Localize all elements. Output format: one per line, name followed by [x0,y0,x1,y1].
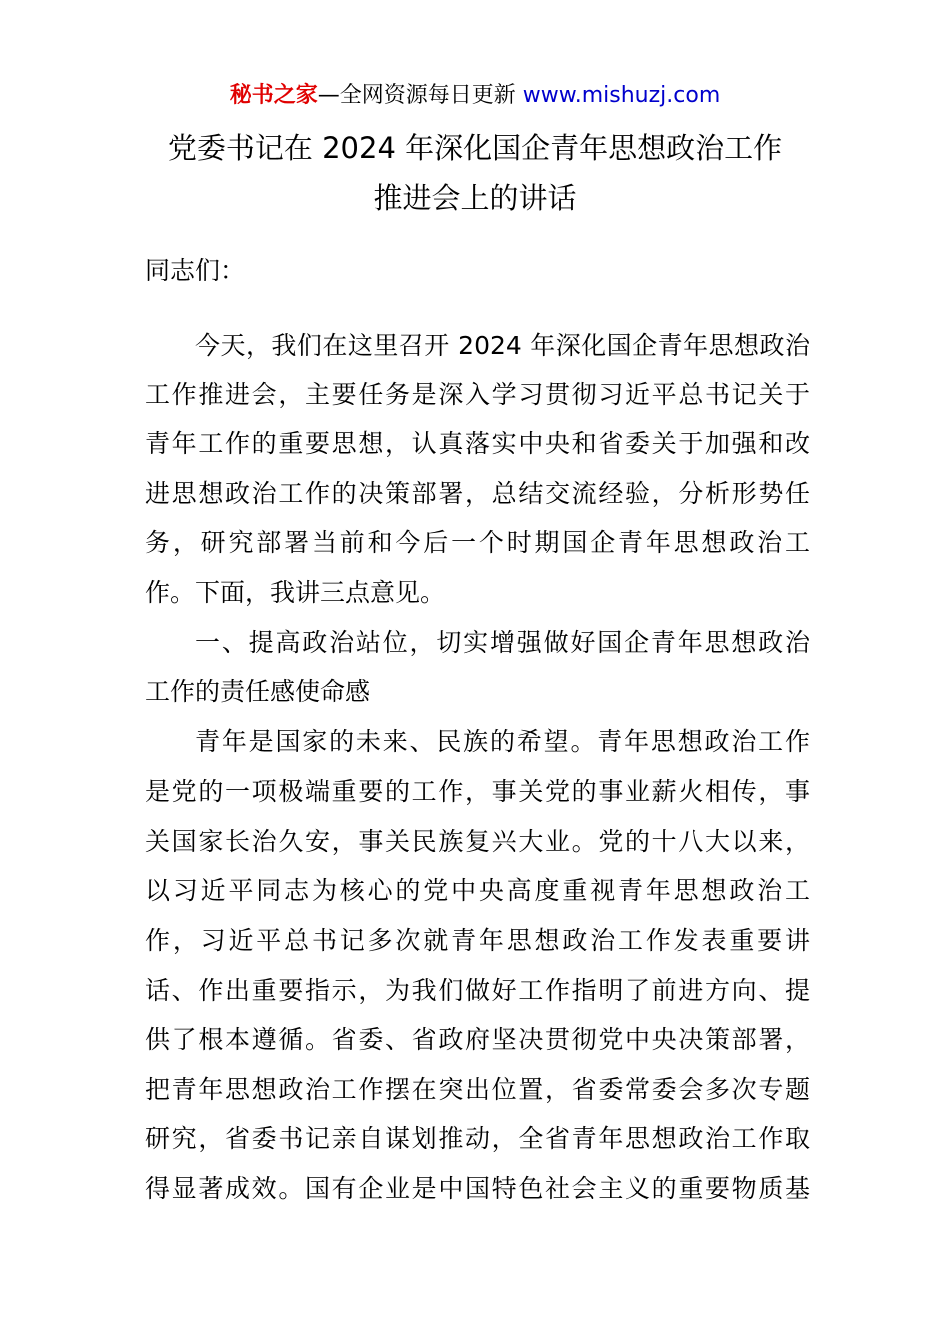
site-url-link[interactable]: www.mishuzj.com [522,83,721,108]
paragraph-line: 是党的一项极端重要的工作，事关党的事业薪火相传，事 [145,777,810,806]
document-title-line-1: 党委书记在 2024 年深化国企青年思想政治工作 [167,131,783,165]
paragraph-line: 务，研究部署当前和今后一个时期国企青年思想政治工 [145,528,810,557]
site-header [0,80,950,112]
header-tagline: —全网资源每日更新 [317,83,523,108]
salutation: 同志们： [145,256,246,285]
paragraph-line: 以习近平同志为核心的党中央高度重视青年思想政治工 [145,876,810,905]
paragraph-line: 把青年思想政治工作摆在突出位置，省委常委会多次专题 [145,1075,810,1104]
document-title-line-2: 推进会上的讲话 [373,181,577,215]
section-heading-line: 工作的责任感使命感 [145,677,371,706]
paragraph-line: 今天，我们在这里召开 2024 年深化国企青年思想政治 [195,331,810,360]
paragraph-line: 作，习近平总书记多次就青年思想政治工作发表重要讲 [145,926,810,955]
paragraph-line: 工作推进会，主要任务是深入学习贯彻习近平总书记关于 [145,380,810,409]
paragraph-line: 作。下面，我讲三点意见。 [145,578,446,607]
paragraph-line: 青年是国家的未来、民族的希望。青年思想政治工作 [195,727,810,756]
paragraph-line: 话、作出重要指示，为我们做好工作指明了前进方向、提 [145,976,810,1005]
paragraph-line: 关国家长治久安，事关民族复兴大业。党的十八大以来， [145,827,810,856]
paragraph-line: 研究，省委书记亲自谋划推动，全省青年思想政治工作取 [145,1124,810,1153]
paragraph-line: 得显著成效。国有企业是中国特色社会主义的重要物质基 [145,1174,810,1203]
paragraph-line: 进思想政治工作的决策部署，总结交流经验，分析形势任 [145,479,810,508]
section-heading-line: 一、提高政治站位，切实增强做好国企青年思想政治 [195,628,810,657]
brand-name: 秘书之家 [229,83,318,108]
paragraph-line: 供了根本遵循。省委、省政府坚决贯彻党中央决策部署， [145,1025,810,1054]
paragraph-line: 青年工作的重要思想，认真落实中央和省委关于加强和改 [145,429,810,458]
